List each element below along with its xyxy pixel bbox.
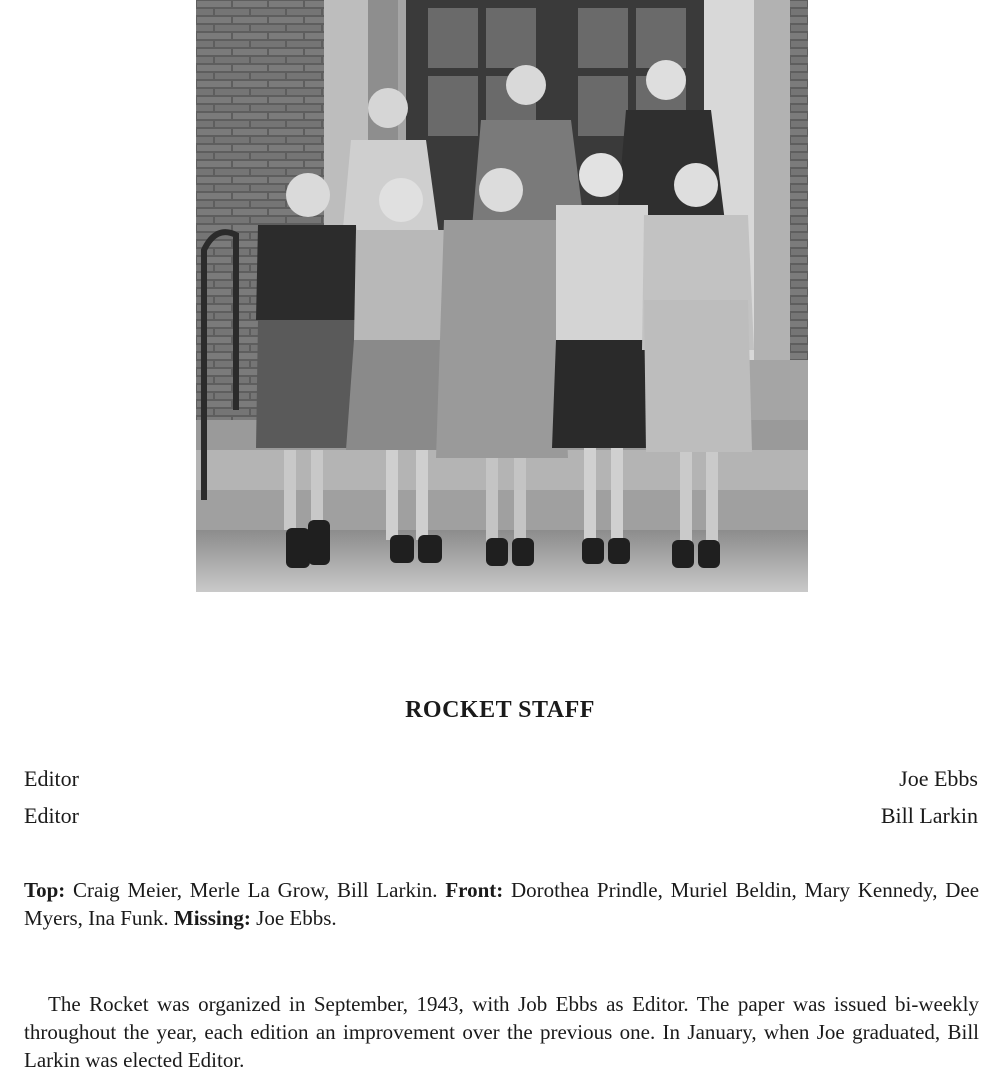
caption-missing-names: Joe Ebbs. — [256, 906, 337, 930]
caption-front-label: Front: — [445, 878, 504, 902]
caption-front-names: Dorothea Prindle, Muriel Beldin, Mary Kennedy, Dee Myers, Ina Funk. — [24, 878, 980, 930]
caption-missing-label: Missing: — [173, 906, 251, 930]
staff-name: Joe Ebbs — [899, 766, 978, 791]
staff-role: Editor — [24, 766, 79, 791]
staff-role: Editor — [24, 803, 79, 828]
photo-caption — [24, 876, 979, 932]
page-title: ROCKET STAFF — [405, 697, 595, 723]
caption-top-names: Craig Meier, Merle La Grow, Bill Larkin. — [73, 878, 438, 902]
staff-row — [24, 803, 978, 829]
staff-name: Bill Larkin — [880, 803, 978, 828]
staff-photo — [196, 0, 808, 592]
caption-top-label: Top: — [24, 878, 66, 902]
staff-row — [24, 766, 978, 792]
body-paragraph: The Rocket was organized in September, 1943, with Job Ebbs as Editor. The paper was issued bi-weekly throughout the year, each edition an improvement over the previous one. In January, when Joe graduated, Bill Larkin was elected Editor. — [24, 992, 979, 1072]
